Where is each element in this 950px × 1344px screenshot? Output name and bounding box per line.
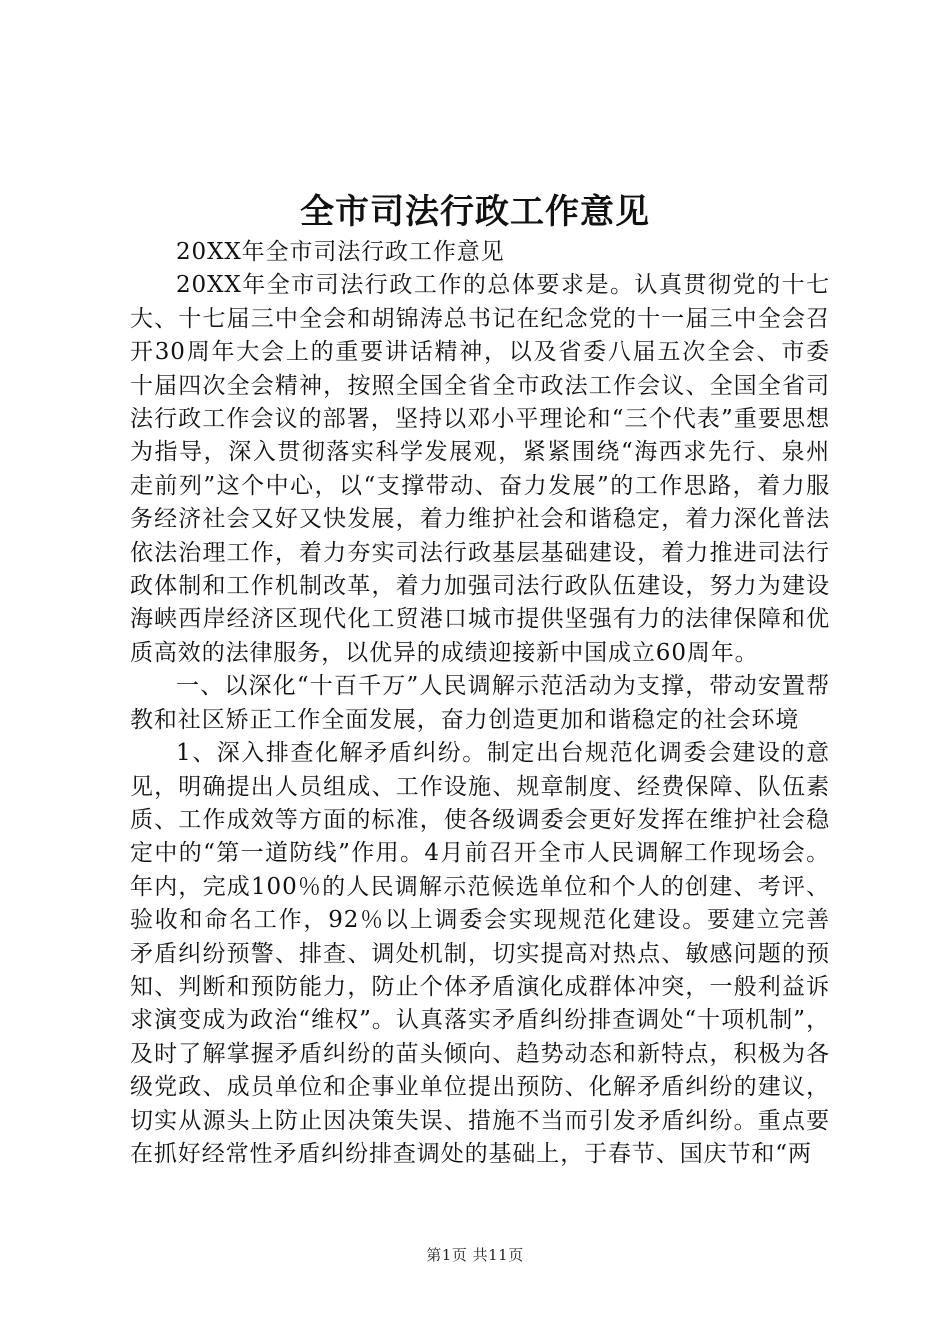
section-heading-1: 一、以深化“十百千万”人民调解示范活动为支撑，带动安置帮教和社区矫正工作全面发展，奋力创造更加和谐稳定的社会环境	[130, 673, 830, 733]
page-number: 第1页 共11页	[426, 1246, 524, 1264]
document-body	[130, 236, 830, 1171]
intro-paragraph: 20XX年全市司法行政工作的总体要求是。认真贯彻党的十七大、十七届三中全会和胡锦涛总书记在纪念党的十一届三中全会召开30周年大会上的重要讲话精神，以及省委八届五次全会、市委十届四次全会精神，按照全国全省全市政法工作会议、全国全省司法行政工作会议的部署，坚持以邓小平理论和“三个代表”重要思想为指导，深入贯彻落实科学发展观，紧紧围绕“海西求先行、泉州走前列”这个中心，以“支撑带动、奋力发展”的工作思路，着力服务经济社会又好又快发展，着力维护社会和谐稳定，着力深化普法依法治理工作，着力夯实司法行政基层基础建设，着力推进司法行政体制和工作机制改革，着力加强司法行政队伍建设，努力为建设海峡西岸经济区现代化工贸港口城市提供坚强有力的法律保障和优质高效的法律服务，以优异的成绩迎接新中国成立60周年。	[130, 272, 830, 666]
subtitle-paragraph: 20XX年全市司法行政工作意见	[176, 239, 505, 265]
item-paragraph-1: 1、深入排查化解矛盾纠纷。制定出台规范化调委会建设的意见，明确提出人员组成、工作设施、规章制度、经费保障、队伍素质、工作成效等方面的标准，使各级调委会更好发挥在维护社会稳定中的“第一道防线”作用。4月前召开全市人民调解工作现场会。年内，完成100％的人民调解示范候选单位和个人的创建、考评、验收和命名工作，92％以上调委会实现规范化建设。要建立完善矛盾纠纷预警、排查、调处机制，切实提高对热点、敏感问题的预知、判断和预防能力，防止个体矛盾演化成群体冲突，一般利益诉求演变成为政治“维权”。认真落实矛盾纠纷排查调处“十项机制”，及时了解掌握矛盾纠纷的苗头倾向、趋势动态和新特点，积极为各级党政、成员单位和企事业单位提出预防、化解矛盾纠纷的建议，切实从源头上防止因决策失误、措施不当而引发矛盾纠纷。重点要在抓好经常性矛盾纠纷排查调处的基础上，于春节、国庆节和“两	[130, 740, 830, 1167]
document-title: 全市司法行政工作意见	[300, 192, 650, 232]
